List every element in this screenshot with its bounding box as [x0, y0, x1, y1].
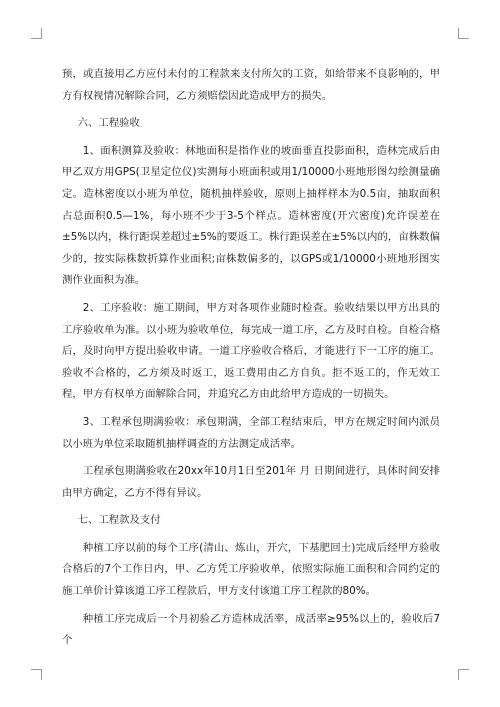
paragraph-acceptance-period: 工程承包期满验收在20xx年10月1日至201年 月 日期间进行，具体时间安排由甲方确定，乙方不得有异议。 — [62, 465, 440, 499]
paragraph-payment-terms: 种植工序以前的每个工序(清山、炼山，开穴，下基肥回土)完成后经甲方验收合格后的7个工作日内，甲、乙方凭工序验收单，依照实际施工面积和合同约定的施工单价计算该道工序工程款后，甲方支付该道工序工程款的80%。 — [62, 541, 440, 598]
paragraph-expiry-acceptance: 3、工程承包期满验收：承包期满，全部工程结束后，甲方在规定时间内派员以小班为单位采取随机抽样调查的方法测定成活率。 — [62, 415, 440, 450]
section-heading-payment: 七、工程款及支付 — [77, 514, 161, 527]
crop-mark-bottom-right — [458, 669, 469, 680]
paragraph-area-measurement: 1、面积测算及验收：林地面积是指作业的坡面垂直投影面积，造林完成后由甲乙双方用GPS(卫星定位仪)实测每小班面积或用1/10000小班地形图勾绘测量确定。造林密度以小班为单位，随机抽样验收，原则上抽样样本为0.5亩，抽取面积占总面积0.5—1%，每小班不少于3-5个样点。造林密度(开穴密度)允许误差在±5%以内，株行距误差超过±5%的要返工。株行距误差在±5%以内的，亩株数偏少的，按实际株数折算作业面积;亩株数偏多的，以GPS或1/10000小班地形图实测作业面积为准。 — [62, 144, 440, 287]
document-body — [62, 64, 440, 652]
crop-mark-top-left — [31, 28, 42, 39]
paragraph-continuation: 预，或直接用乙方应付未付的工程款来支付所欠的工资，如给带来不良影响的，甲方有权视情况解除合同，乙方须赔偿因此造成甲方的损失。 — [62, 68, 440, 102]
paragraph-process-acceptance: 2、工序验收：施工期间，甲方对各项作业随时检查。验收结果以甲方出具的工序验收单为准。以小班为验收单位，每完成一道工序，乙方及时自检。自检合格后，及时向甲方提出验收申请。一道工序验收合格后，才能进行下一工序的施工。验收不合格的，乙方须及时返工，返工费用由乙方自负。拒不返工的，作无效工程，甲方有权单方面解除合同，并追究乙方由此给甲方造成的一切损失。 — [62, 301, 440, 401]
crop-mark-bottom-left — [31, 669, 42, 680]
paragraph-survival-rate: 种植工序完成后一个月初验乙方造林成活率，成活率≥95%以上的，验收后7个 — [62, 612, 440, 647]
section-heading-acceptance: 六、工程验收 — [77, 117, 140, 130]
crop-mark-top-right — [458, 28, 469, 39]
